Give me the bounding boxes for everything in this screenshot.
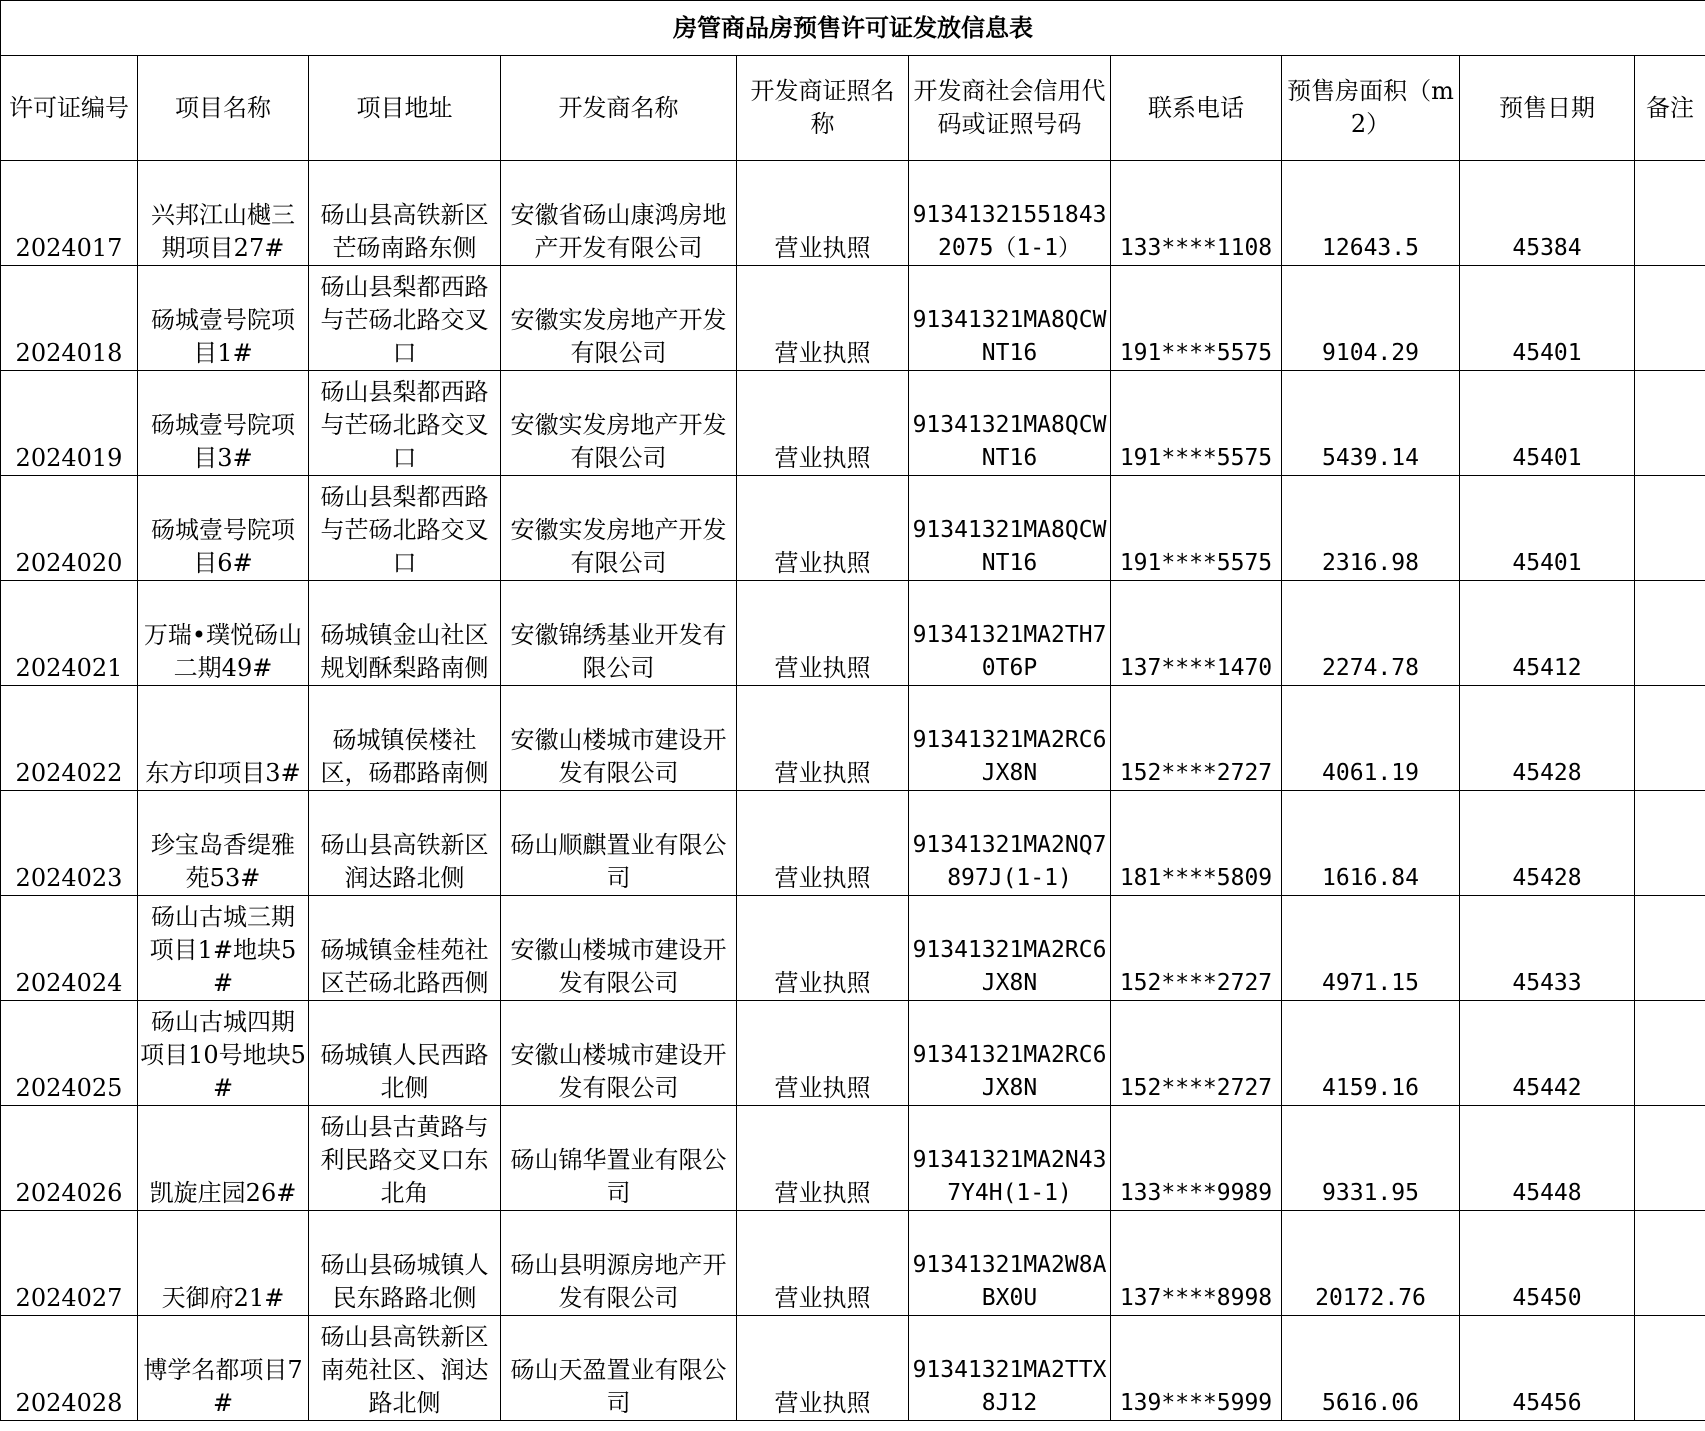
cell-project-name: 砀山古城四期项目10号地块5# <box>138 1001 309 1106</box>
cell-project-address: 砀城镇侯楼社区，砀郡路南侧 <box>309 686 501 791</box>
cell-presale-area: 2316.98 <box>1282 476 1460 581</box>
cell-license-name: 营业执照 <box>737 161 909 266</box>
cell-presale-date: 45448 <box>1460 1106 1635 1211</box>
cell-permit-no: 2024026 <box>1 1106 138 1211</box>
header-project-name: 项目名称 <box>138 56 309 161</box>
cell-permit-no: 2024024 <box>1 896 138 1001</box>
cell-remarks <box>1635 791 1705 896</box>
header-phone: 联系电话 <box>1111 56 1282 161</box>
cell-phone: 152****2727 <box>1111 896 1282 1001</box>
header-project-address: 项目地址 <box>309 56 501 161</box>
cell-presale-date: 45428 <box>1460 791 1635 896</box>
cell-phone: 152****2727 <box>1111 1001 1282 1106</box>
header-permit-no: 许可证编号 <box>1 56 138 161</box>
cell-license-name: 营业执照 <box>737 266 909 371</box>
title-row <box>1 1 1705 56</box>
table-title: 房管商品房预售许可证发放信息表 <box>1 1 1705 56</box>
cell-project-name: 砀城壹号院项目3# <box>138 371 309 476</box>
cell-permit-no: 2024023 <box>1 791 138 896</box>
table-row <box>1 581 1705 686</box>
cell-remarks <box>1635 371 1705 476</box>
cell-presale-date: 45401 <box>1460 371 1635 476</box>
cell-remarks <box>1635 1001 1705 1106</box>
cell-permit-no: 2024019 <box>1 371 138 476</box>
header-row <box>1 56 1705 161</box>
cell-presale-date: 45428 <box>1460 686 1635 791</box>
cell-project-address: 砀山县梨都西路与芒砀北路交叉口 <box>309 476 501 581</box>
header-developer-name: 开发商名称 <box>501 56 737 161</box>
cell-project-name: 东方印项目3# <box>138 686 309 791</box>
cell-presale-date: 45450 <box>1460 1211 1635 1316</box>
cell-license-name: 营业执照 <box>737 791 909 896</box>
cell-project-name: 砀山古城三期项目1#地块5# <box>138 896 309 1001</box>
cell-developer-name: 安徽山楼城市建设开发有限公司 <box>501 686 737 791</box>
cell-project-address: 砀山县梨都西路与芒砀北路交叉口 <box>309 266 501 371</box>
cell-presale-date: 45456 <box>1460 1316 1635 1421</box>
cell-permit-no: 2024028 <box>1 1316 138 1421</box>
cell-developer-name: 安徽山楼城市建设开发有限公司 <box>501 1001 737 1106</box>
cell-credit-code: 91341321MA2NQ7897J(1-1) <box>909 791 1111 896</box>
cell-presale-area: 5616.06 <box>1282 1316 1460 1421</box>
cell-credit-code: 913413215518432075（1-1） <box>909 161 1111 266</box>
cell-license-name: 营业执照 <box>737 1316 909 1421</box>
cell-project-address: 砀山县砀城镇人民东路路北侧 <box>309 1211 501 1316</box>
cell-project-name: 珍宝岛香缇雅苑53# <box>138 791 309 896</box>
table-row <box>1 1211 1705 1316</box>
cell-license-name: 营业执照 <box>737 476 909 581</box>
table-row <box>1 371 1705 476</box>
table-row <box>1 476 1705 581</box>
cell-project-name: 天御府21# <box>138 1211 309 1316</box>
cell-credit-code: 91341321MA2TH70T6P <box>909 581 1111 686</box>
cell-developer-name: 砀山锦华置业有限公司 <box>501 1106 737 1211</box>
cell-phone: 191****5575 <box>1111 476 1282 581</box>
cell-developer-name: 安徽实发房地产开发有限公司 <box>501 371 737 476</box>
header-presale-area: 预售房面积（m2） <box>1282 56 1460 161</box>
cell-project-address: 砀山县古黄路与利民路交叉口东北角 <box>309 1106 501 1211</box>
cell-credit-code: 91341321MA8QCWNT16 <box>909 371 1111 476</box>
cell-developer-name: 砀山县明源房地产开发有限公司 <box>501 1211 737 1316</box>
header-remarks: 备注 <box>1635 56 1705 161</box>
cell-presale-date: 45384 <box>1460 161 1635 266</box>
cell-remarks <box>1635 161 1705 266</box>
cell-presale-date: 45401 <box>1460 476 1635 581</box>
cell-phone: 139****5999 <box>1111 1316 1282 1421</box>
cell-remarks <box>1635 896 1705 1001</box>
table-row <box>1 896 1705 1001</box>
cell-credit-code: 91341321MA8QCWNT16 <box>909 266 1111 371</box>
cell-presale-area: 20172.76 <box>1282 1211 1460 1316</box>
cell-project-name: 万瑞•璞悦砀山二期49# <box>138 581 309 686</box>
cell-permit-no: 2024022 <box>1 686 138 791</box>
cell-credit-code: 91341321MA2RC6JX8N <box>909 686 1111 791</box>
cell-permit-no: 2024021 <box>1 581 138 686</box>
cell-credit-code: 91341321MA8QCWNT16 <box>909 476 1111 581</box>
cell-project-name: 砀城壹号院项目1# <box>138 266 309 371</box>
cell-project-name: 博学名都项目7# <box>138 1316 309 1421</box>
cell-developer-name: 安徽实发房地产开发有限公司 <box>501 476 737 581</box>
cell-presale-area: 9104.29 <box>1282 266 1460 371</box>
cell-license-name: 营业执照 <box>737 896 909 1001</box>
cell-phone: 181****5809 <box>1111 791 1282 896</box>
cell-developer-name: 安徽山楼城市建设开发有限公司 <box>501 896 737 1001</box>
cell-presale-area: 1616.84 <box>1282 791 1460 896</box>
cell-credit-code: 91341321MA2RC6JX8N <box>909 1001 1111 1106</box>
cell-credit-code: 91341321MA2TTX8J12 <box>909 1316 1111 1421</box>
cell-project-name: 砀城壹号院项目6# <box>138 476 309 581</box>
cell-presale-area: 4061.19 <box>1282 686 1460 791</box>
cell-developer-name: 砀山顺麒置业有限公司 <box>501 791 737 896</box>
cell-presale-area: 4971.15 <box>1282 896 1460 1001</box>
cell-license-name: 营业执照 <box>737 686 909 791</box>
cell-credit-code: 91341321MA2RC6JX8N <box>909 896 1111 1001</box>
cell-remarks <box>1635 686 1705 791</box>
table-row <box>1 686 1705 791</box>
cell-permit-no: 2024025 <box>1 1001 138 1106</box>
cell-phone: 191****5575 <box>1111 266 1282 371</box>
cell-permit-no: 2024020 <box>1 476 138 581</box>
cell-project-address: 砀城镇金山社区规划酥梨路南侧 <box>309 581 501 686</box>
cell-presale-date: 45412 <box>1460 581 1635 686</box>
cell-credit-code: 91341321MA2N437Y4H(1-1) <box>909 1106 1111 1211</box>
cell-license-name: 营业执照 <box>737 1211 909 1316</box>
cell-phone: 133****1108 <box>1111 161 1282 266</box>
cell-license-name: 营业执照 <box>737 581 909 686</box>
cell-license-name: 营业执照 <box>737 1106 909 1211</box>
cell-presale-date: 45442 <box>1460 1001 1635 1106</box>
cell-remarks <box>1635 1211 1705 1316</box>
table-row <box>1 1106 1705 1211</box>
cell-project-address: 砀城镇金桂苑社区芒砀北路西侧 <box>309 896 501 1001</box>
cell-project-address: 砀山县高铁新区南苑社区、润达路北侧 <box>309 1316 501 1421</box>
cell-developer-name: 安徽锦绣基业开发有限公司 <box>501 581 737 686</box>
cell-project-address: 砀山县梨都西路与芒砀北路交叉口 <box>309 371 501 476</box>
cell-project-address: 砀山县高铁新区润达路北侧 <box>309 791 501 896</box>
cell-presale-area: 4159.16 <box>1282 1001 1460 1106</box>
cell-presale-area: 9331.95 <box>1282 1106 1460 1211</box>
cell-phone: 137****1470 <box>1111 581 1282 686</box>
cell-permit-no: 2024017 <box>1 161 138 266</box>
cell-credit-code: 91341321MA2W8ABX0U <box>909 1211 1111 1316</box>
cell-remarks <box>1635 476 1705 581</box>
cell-presale-area: 2274.78 <box>1282 581 1460 686</box>
cell-license-name: 营业执照 <box>737 371 909 476</box>
header-license-name: 开发商证照名称 <box>737 56 909 161</box>
cell-remarks <box>1635 266 1705 371</box>
cell-presale-date: 45433 <box>1460 896 1635 1001</box>
cell-phone: 137****8998 <box>1111 1211 1282 1316</box>
table-row <box>1 161 1705 266</box>
cell-license-name: 营业执照 <box>737 1001 909 1106</box>
cell-permit-no: 2024018 <box>1 266 138 371</box>
table-row <box>1 266 1705 371</box>
table-row <box>1 1316 1705 1421</box>
cell-permit-no: 2024027 <box>1 1211 138 1316</box>
cell-presale-area: 5439.14 <box>1282 371 1460 476</box>
cell-remarks <box>1635 581 1705 686</box>
header-presale-date: 预售日期 <box>1460 56 1635 161</box>
table-row <box>1 1001 1705 1106</box>
cell-project-name: 凯旋庄园26# <box>138 1106 309 1211</box>
cell-remarks <box>1635 1106 1705 1211</box>
cell-developer-name: 砀山天盈置业有限公司 <box>501 1316 737 1421</box>
header-credit-code: 开发商社会信用代码或证照号码 <box>909 56 1111 161</box>
cell-developer-name: 安徽实发房地产开发有限公司 <box>501 266 737 371</box>
cell-presale-date: 45401 <box>1460 266 1635 371</box>
cell-project-name: 兴邦江山樾三期项目27# <box>138 161 309 266</box>
cell-phone: 191****5575 <box>1111 371 1282 476</box>
cell-presale-area: 12643.5 <box>1282 161 1460 266</box>
cell-developer-name: 安徽省砀山康鸿房地产开发有限公司 <box>501 161 737 266</box>
cell-remarks <box>1635 1316 1705 1421</box>
cell-phone: 133****9989 <box>1111 1106 1282 1211</box>
cell-project-address: 砀山县高铁新区芒砀南路东侧 <box>309 161 501 266</box>
table-row <box>1 791 1705 896</box>
cell-project-address: 砀城镇人民西路北侧 <box>309 1001 501 1106</box>
cell-phone: 152****2727 <box>1111 686 1282 791</box>
